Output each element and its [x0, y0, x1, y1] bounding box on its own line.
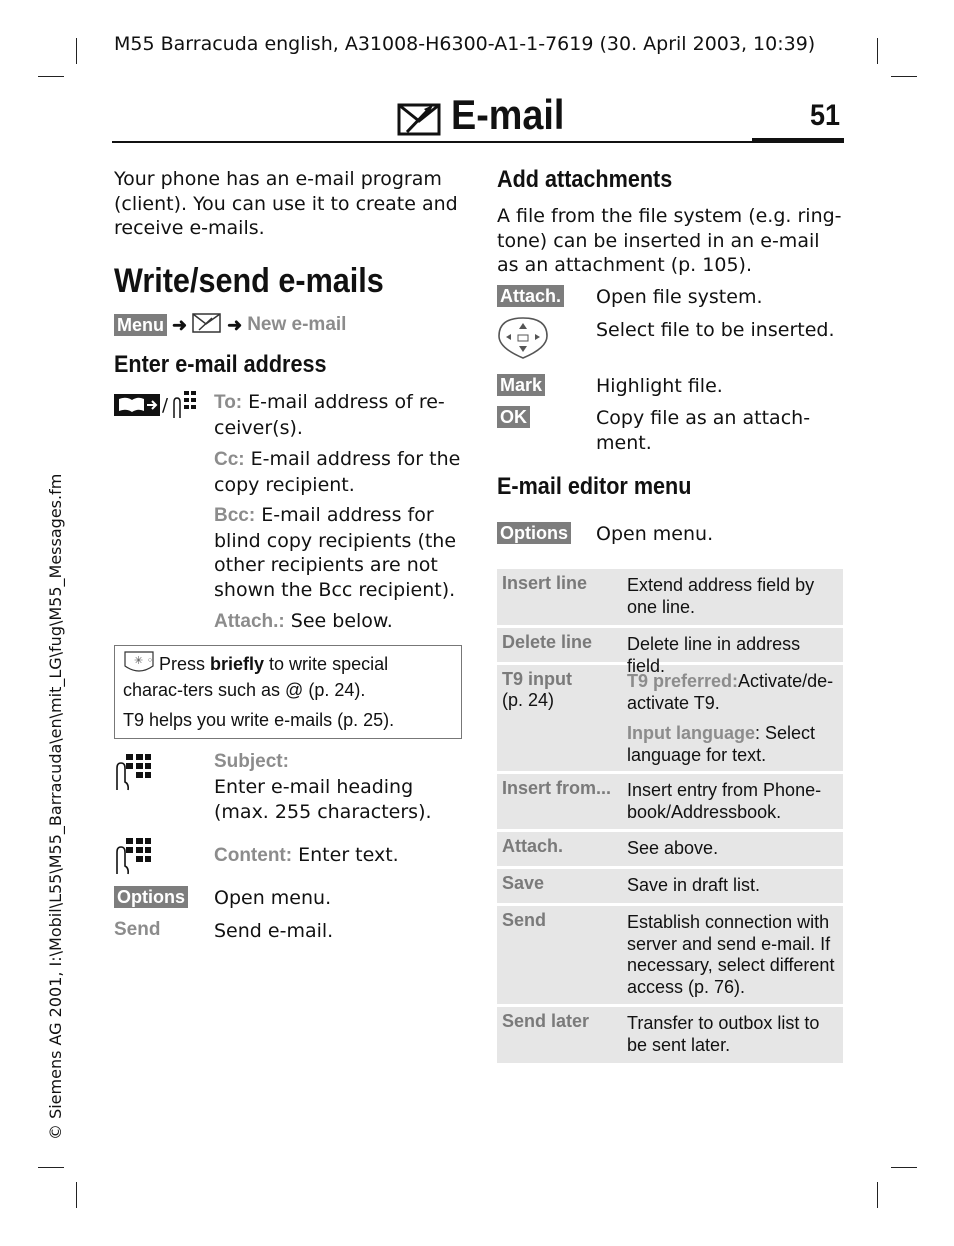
- menu-option-label: Send later: [502, 1011, 590, 1031]
- menu-option-desc: See above.: [627, 838, 719, 858]
- header-rule: [112, 141, 752, 143]
- editor-menu-table: [497, 569, 843, 1063]
- field-cc: Cc: E-mail address for the copy recipient.: [214, 448, 461, 496]
- content-field: Content: Enter text.: [214, 844, 399, 866]
- menu-path: [114, 312, 346, 338]
- crop-mark: [76, 38, 77, 64]
- subject-text: Enter e-mail heading (max. 255 characters).: [214, 776, 432, 823]
- menu-option-label: Insert line: [502, 573, 588, 593]
- options-text: Open menu.: [214, 887, 332, 909]
- menu-option-desc: Delete line in address field.: [627, 634, 801, 676]
- options-softkey: Options: [114, 886, 188, 908]
- editor-options-text: Open menu.: [596, 523, 714, 545]
- send-text: Send e-mail.: [214, 920, 334, 942]
- envelope-icon: [397, 101, 443, 141]
- section-title: Write/send e-mails: [114, 262, 384, 300]
- crop-mark: [877, 38, 878, 64]
- subject-label: Subject:: [214, 751, 289, 772]
- page-number: 51: [810, 99, 841, 132]
- svg-text:✳ ◦: ✳ ◦: [134, 654, 154, 667]
- table-row: [497, 869, 843, 903]
- menu-option-label: Save: [502, 873, 545, 893]
- field-bcc: Bcc: E-mail address for blind copy recipients (the other recipients are not shown the Bcc recipient).: [214, 504, 457, 601]
- table-row: [497, 906, 843, 1004]
- chapter-title: E-mail: [451, 91, 565, 138]
- ok-softkey: OK: [497, 406, 530, 428]
- table-row: [497, 832, 843, 866]
- crop-mark: [76, 1182, 77, 1208]
- editor-menu-title: E-mail editor menu: [497, 473, 692, 500]
- crop-mark: [891, 76, 917, 77]
- table-row: [497, 1007, 843, 1063]
- select-step-text: Select file to be inserted.: [596, 319, 835, 341]
- envelope-icon: [192, 312, 222, 338]
- keypad-icon: [114, 752, 152, 796]
- star-key-icon: [123, 650, 155, 679]
- mark-step-text: Highlight file.: [596, 375, 723, 397]
- menu-option-desc: Extend address field by one line.: [627, 575, 815, 617]
- crop-mark: [38, 1167, 64, 1168]
- note-line-t9: T9 helps you write e-mails (p. 25).: [123, 710, 395, 730]
- note-line-1: ✳ ◦ Press briefly to write special charac-ters such as @ (p. 24).: [123, 650, 453, 701]
- table-row: [497, 569, 843, 625]
- menu-option-desc: Transfer to outbox list to be sent later.: [627, 1013, 820, 1055]
- menu-option-label: Insert from...: [502, 778, 612, 798]
- editor-options-softkey: Options: [497, 522, 571, 544]
- menu-option-label: T9 input: [502, 669, 572, 689]
- keypad-icon: [114, 836, 152, 880]
- intro-text: Your phone has an e-mail program (client). You can use it to create and receive e-mails.: [114, 168, 458, 239]
- path-arrow: ➜: [172, 314, 188, 335]
- field-attach: Attach.: See below.: [214, 610, 393, 632]
- send-softkey: Send: [114, 919, 161, 940]
- table-row: [497, 628, 843, 676]
- side-copyright: © Siemens AG 2001, I:\Mobil\L55\M55_Barracuda\en\mit_LG\fug\M55_Messages.fm: [46, 473, 65, 1140]
- ok-step-text: Copy file as an attach-ment.: [596, 407, 811, 454]
- phonebook-keypad-icon: /: [114, 390, 202, 420]
- field-to: To: E-mail address of re-ceiver(s).: [214, 391, 445, 439]
- menu-option-desc: Save in draft list.: [627, 875, 761, 895]
- crop-mark: [877, 1182, 878, 1208]
- menu-option-desc: T9 preferred:Activate/de-activate T9. Input language: Select language for text.: [627, 671, 834, 765]
- mark-softkey: Mark: [497, 374, 545, 396]
- running-head: M55 Barracuda english, A31008-H6300-A1-1-7619 (30. April 2003, 10:39): [114, 33, 816, 55]
- table-row: [497, 774, 843, 829]
- header-rule-thick: [752, 138, 844, 143]
- attachments-intro: A file from the file system (e.g. ring-tone) can be inserted in an e-mail as an attachment (p. 105).: [497, 205, 842, 276]
- crop-mark: [891, 1167, 917, 1168]
- attach-step-text: Open file system.: [596, 286, 763, 308]
- navigation-key-icon: [497, 316, 549, 364]
- menu-key: Menu: [114, 314, 167, 336]
- subsection-title: Enter e-mail address: [114, 351, 327, 378]
- menu-option-label: Attach.: [502, 836, 564, 856]
- menu-item-new-email: New e-mail: [247, 314, 347, 335]
- attach-softkey: Attach.: [497, 285, 564, 307]
- table-row: [497, 665, 843, 771]
- menu-option-desc: Insert entry from Phone-book/Addressbook.: [627, 780, 822, 822]
- menu-option-desc: Establish connection with server and send e-mail. If necessary, select different access (p. 76).: [627, 912, 835, 997]
- menu-option-label: Send: [502, 910, 547, 930]
- attachments-title: Add attachments: [497, 166, 673, 193]
- path-arrow: ➜: [227, 314, 243, 335]
- crop-mark: [38, 76, 64, 77]
- menu-option-label: Delete line: [502, 632, 593, 652]
- note-box: [114, 645, 462, 739]
- page-ref: (p. 24): [502, 690, 555, 710]
